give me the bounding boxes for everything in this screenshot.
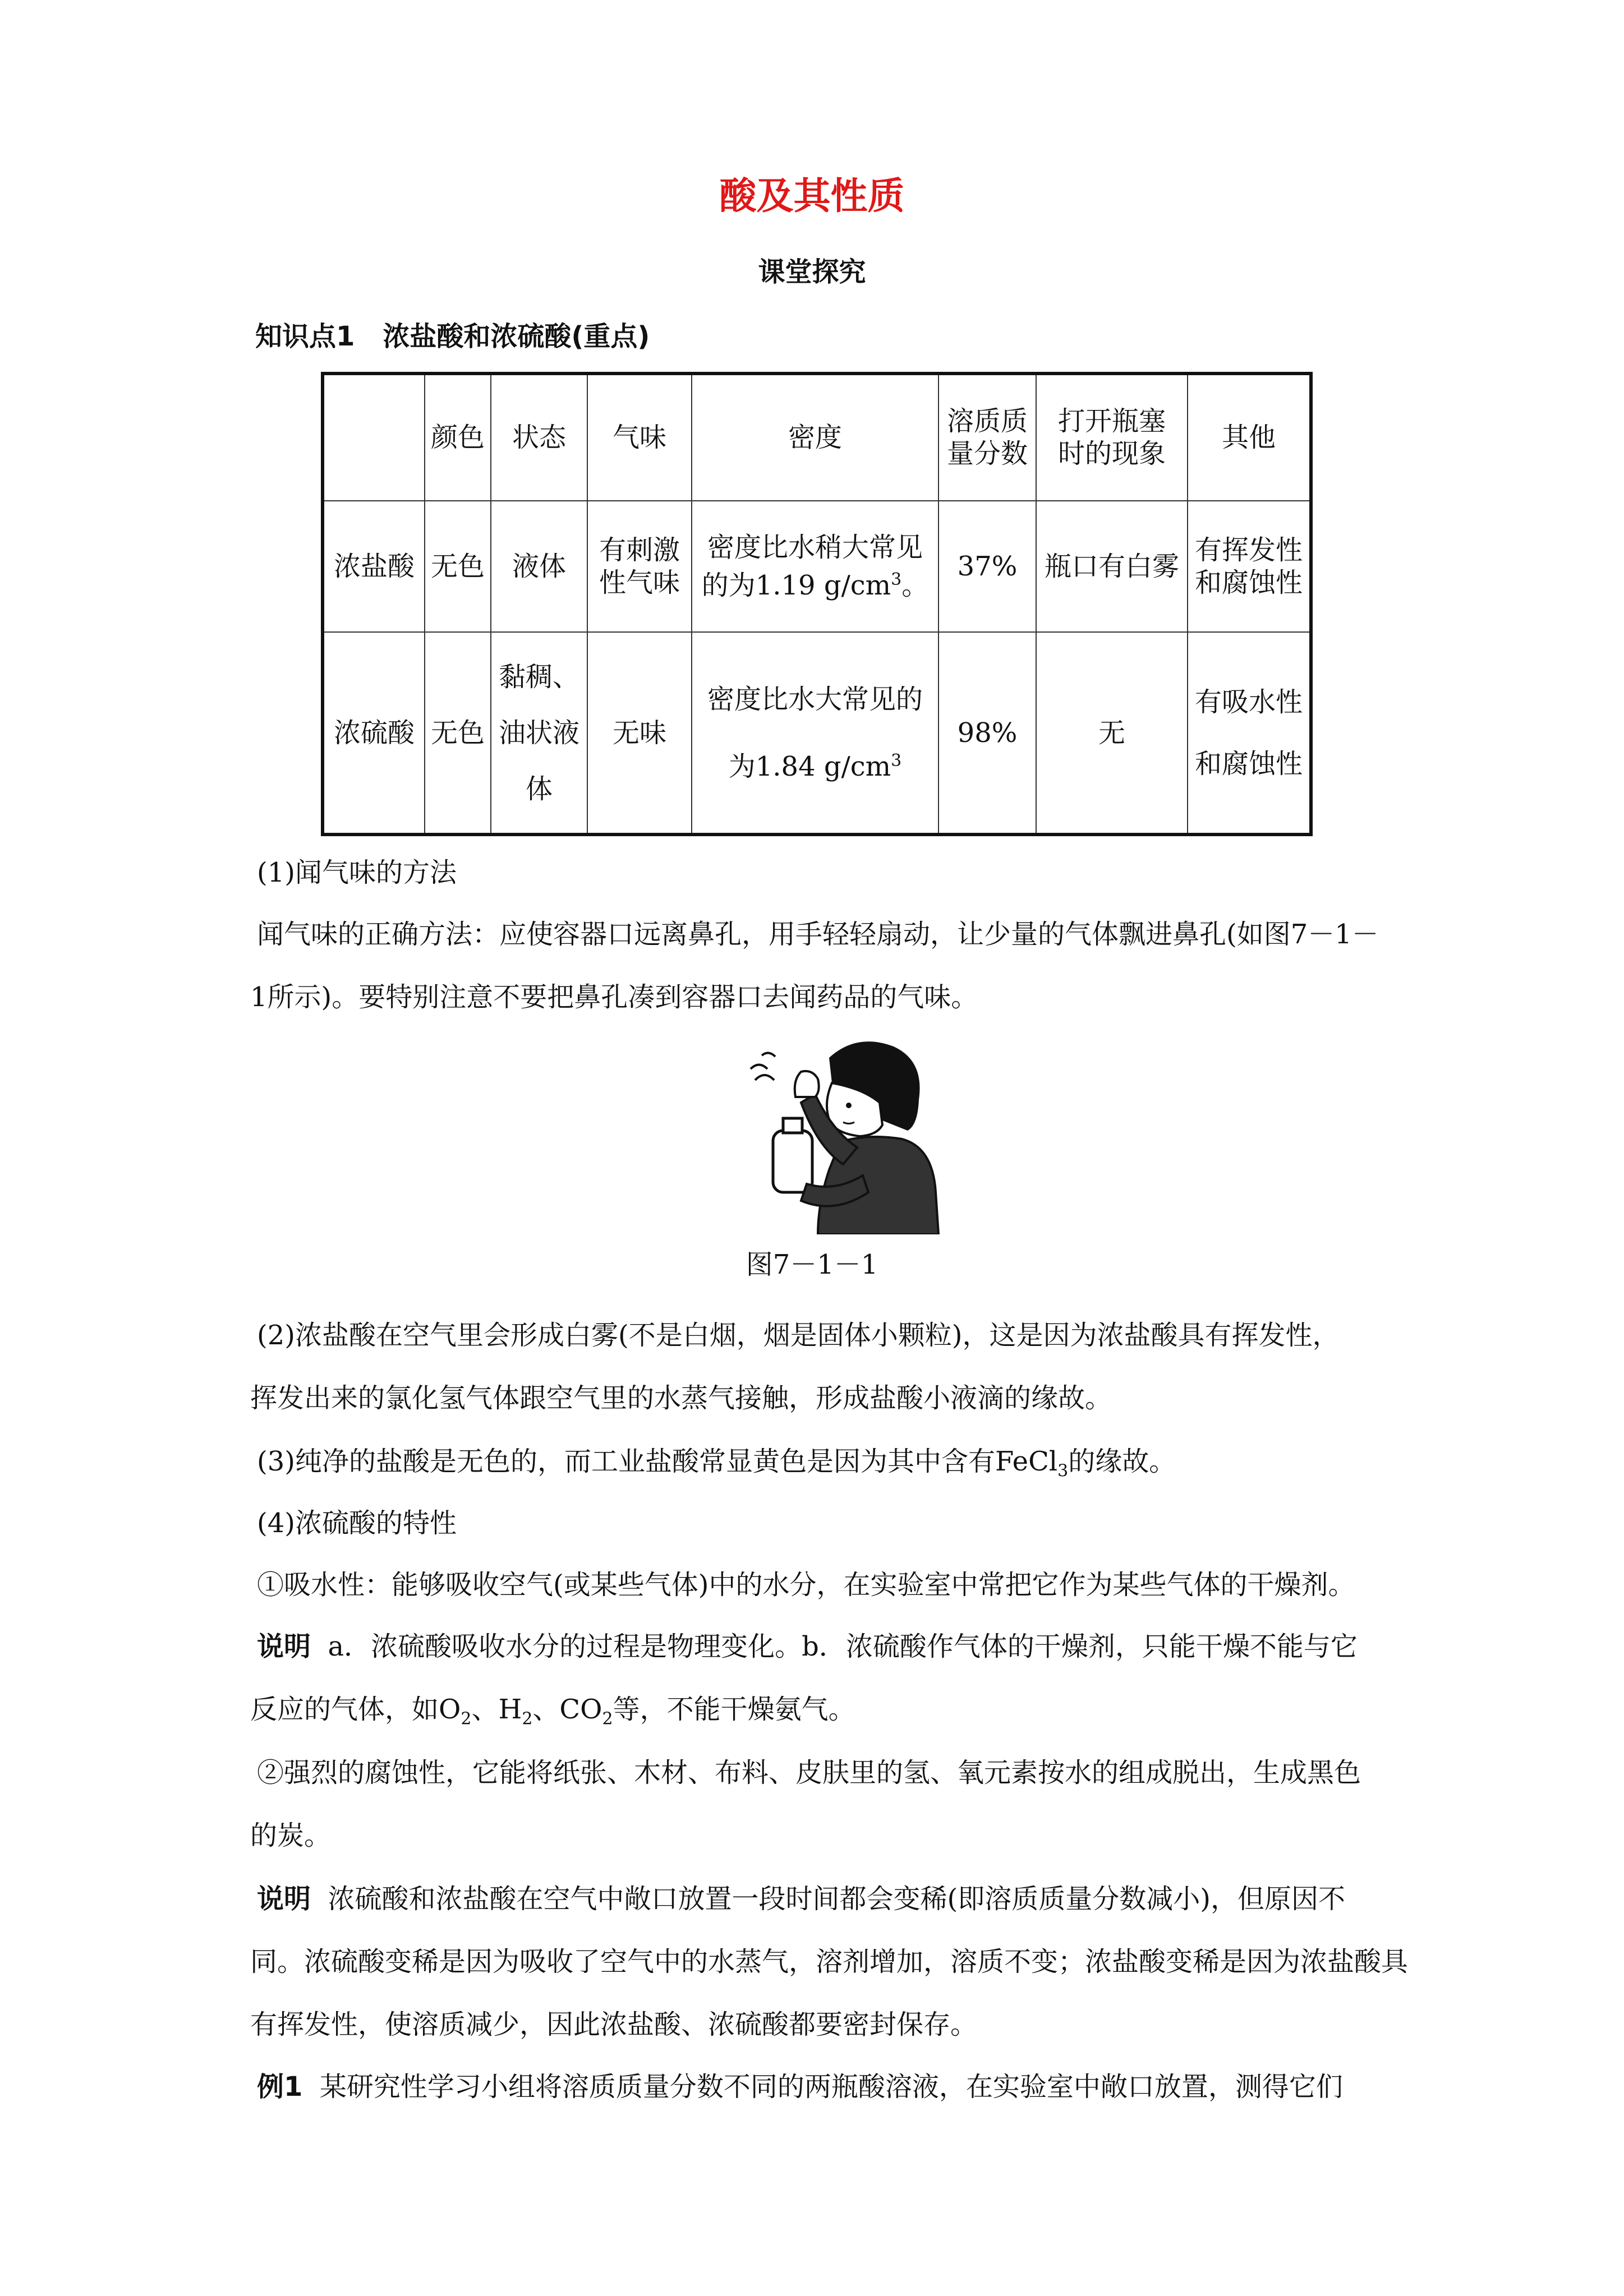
table-row bbox=[323, 632, 1311, 835]
row-smell: 有刺激 性气味 bbox=[587, 501, 692, 633]
paragraph-h2so4-properties-heading: (4)浓硫酸的特性 bbox=[257, 1507, 457, 1539]
paragraph-hcl-white-mist: (2)浓盐酸在空气里会形成白雾(不是白烟，烟是固体小颗粒)，这是因为浓盐酸具有挥发性， 挥发出来的氯化氢气体跟空气里的水蒸气接触，形成盐酸小液滴的缘故。 bbox=[250, 1320, 1340, 1414]
acid-properties-table bbox=[321, 372, 1313, 836]
paragraph-note-dilution: 说明 浓硫酸和浓盐酸在空气中敞口放置一段时间都会变稀(即溶质质量分数减小)，但原因不 同。浓硫酸变稀是因为吸收了空气中的水蒸气，溶剂增加，溶质不变；浓盐酸变稀是因为浓盐酸具 有挥发性，使溶质减少，因此浓盐酸、浓硫酸都要密封保存。 bbox=[250, 1883, 1409, 2040]
row-opening-phenomenon: 瓶口有白雾 bbox=[1036, 501, 1188, 633]
knowledge-point-title: 浓盐酸和浓硫酸(重点) bbox=[383, 321, 650, 352]
row-smell: 无味 bbox=[587, 632, 692, 835]
smelling-gas-illustration bbox=[739, 1035, 944, 1234]
paragraph-note-drying-agent: 说明 a．浓硫酸吸收水分的过程是物理变化。b．浓硫酸作气体的干燥剂，只能干燥不能与它 反应的气体，如$O_2$、$H_2$、$CO_2$等，不能干燥氨气。 bbox=[250, 1631, 1358, 1729]
row-opening-phenomenon: 无 bbox=[1036, 632, 1188, 835]
table-row bbox=[323, 501, 1311, 633]
knowledge-point-label: 知识点1 bbox=[255, 321, 355, 352]
note-label: 说明 bbox=[257, 1883, 311, 1915]
row-mass-fraction: 98% bbox=[938, 632, 1036, 835]
row-other: 有挥发性 和腐蚀性 bbox=[1188, 501, 1311, 633]
paragraph-example-1: 例1 某研究性学习小组将溶质质量分数不同的两瓶酸溶液，在实验室中敞口放置，测得它们 bbox=[257, 2071, 1343, 2103]
note-label: 说明 bbox=[257, 1631, 311, 1662]
row-color: 无色 bbox=[425, 501, 491, 633]
row-name: 浓硫酸 bbox=[323, 632, 425, 835]
row-name: 浓盐酸 bbox=[323, 501, 425, 633]
row-density: 密度比水稍大常见 的为1.19 $g/cm^3$。 bbox=[692, 501, 938, 633]
row-color: 无色 bbox=[425, 632, 491, 835]
header-opening-phenomenon: 打开瓶塞 时的现象 bbox=[1036, 374, 1188, 501]
table-header-row bbox=[323, 374, 1311, 501]
section-subtitle: 课堂探究 bbox=[758, 256, 866, 288]
paragraph-corrosive: ②强烈的腐蚀性，它能将纸张、木材、布料、皮肤里的氢、氧元素按水的组成脱出，生成黑色 的炭。 bbox=[250, 1757, 1361, 1851]
header-mass-fraction: 溶质质 量分数 bbox=[938, 374, 1036, 501]
header-other: 其他 bbox=[1188, 374, 1311, 501]
row-state: 黏稠、 油状液 体 bbox=[491, 632, 587, 835]
knowledge-point-heading bbox=[255, 314, 650, 359]
paragraph-smell-method-heading: (1)闻气味的方法 bbox=[257, 857, 457, 888]
paragraph-smell-method: 闻气味的正确方法：应使容器口远离鼻孔，用手轻轻扇动，让少量的气体飘进鼻孔(如图7－1－ 1所示)。要特别注意不要把鼻孔凑到容器口去闻药品的气味。 bbox=[250, 919, 1379, 1013]
example-label: 例1 bbox=[257, 2071, 303, 2103]
header-smell: 气味 bbox=[587, 374, 692, 501]
row-state: 液体 bbox=[491, 501, 587, 633]
page-title: 酸及其性质 bbox=[719, 174, 905, 218]
header-blank bbox=[323, 374, 425, 501]
header-density: 密度 bbox=[692, 374, 938, 501]
row-other: 有吸水性 和腐蚀性 bbox=[1188, 632, 1311, 835]
paragraph-hygroscopic: ①吸水性：能够吸收空气(或某些气体)中的水分，在实验室中常把它作为某些气体的干燥剂。 bbox=[257, 1569, 1355, 1601]
figure-caption: 图7－1－1 bbox=[746, 1249, 878, 1280]
header-state: 状态 bbox=[491, 374, 587, 501]
paragraph-industrial-hcl: (3)纯净的盐酸是无色的，而工业盐酸常显黄色是因为其中含有FeCl$_3$的缘故。 bbox=[257, 1446, 1176, 1481]
row-density: 密度比水大常见的 为1.84 $g/cm^3$ bbox=[692, 632, 938, 835]
header-color: 颜色 bbox=[425, 374, 491, 501]
row-mass-fraction: 37% bbox=[938, 501, 1036, 633]
